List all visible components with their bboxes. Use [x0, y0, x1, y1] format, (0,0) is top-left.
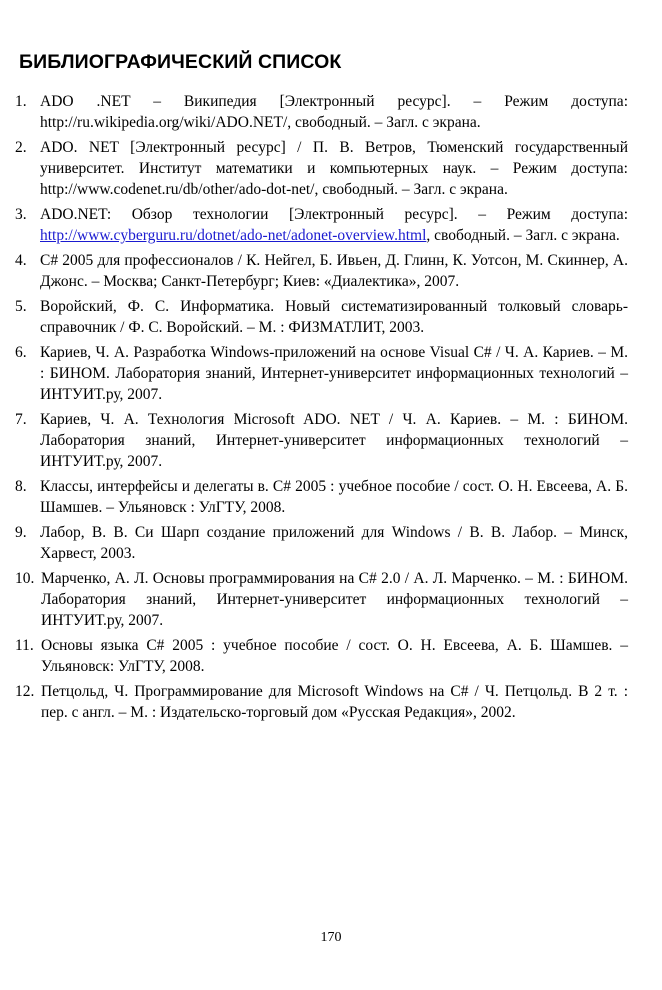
reference-text: Кариев, Ч. А. Технология Microsoft ADO. NET / Ч. А. Кариев. – М. : БИНОМ. Лаборатория знаний, Интернет-университет информационных технологий – ИНТУИТ.ру, 2007. — [40, 411, 628, 470]
page-number: 170 — [320, 930, 342, 945]
reference-link[interactable]: http://www.cyberguru.ru/dotnet/ado-net/adonet-overview.html — [40, 227, 427, 244]
reference-number: 3. — [15, 206, 27, 223]
reference-item-3 — [15, 204, 628, 246]
reference-text: Воройский, Ф. С. Информатика. Новый систематизированный толковый словарь-справочник / Ф. С. Воройский. – М. : ФИЗМАТЛИТ, 2003. — [40, 298, 628, 336]
reference-item-12 — [15, 681, 628, 723]
reference-number: 6. — [15, 344, 27, 361]
reference-item-5 — [15, 296, 628, 338]
reference-text: Лабор, В. В. Си Шарп создание приложений для Windows / В. В. Лабор. – Минск, Харвест, 2003. — [40, 524, 628, 562]
reference-item-8 — [15, 476, 628, 518]
reference-item-4 — [15, 250, 628, 292]
reference-item-1 — [15, 91, 628, 133]
reference-item-11 — [15, 635, 628, 677]
reference-number: 7. — [15, 411, 27, 428]
reference-number: 12. — [15, 683, 35, 700]
bibliography-list — [15, 91, 628, 727]
reference-number: 1. — [15, 93, 27, 110]
reference-number: 9. — [15, 524, 27, 541]
reference-text: C# 2005 для профессионалов / К. Нейгел, Б. Ивьен, Д. Глинн, К. Уотсон, М. Скиннер, А. Джонс. – Москва; Санкт-Петербург; Киев: «Диалектика», 2007. — [40, 252, 628, 290]
reference-item-7 — [15, 409, 628, 472]
reference-text: Петцольд, Ч. Программирование для Microsoft Windows на C# / Ч. Петцольд. В 2 т. : пер. с англ. – М. : Издательско-торговый дом «Русская Редакция», 2002. — [41, 683, 628, 721]
reference-text: ADO .NET – Википедия [Электронный ресурс]. – Режим доступа: http://ru.wikipedia.org/wiki/ADO.NET/, свободный. – Загл. с экрана. — [40, 93, 628, 131]
reference-item-9 — [15, 522, 628, 564]
reference-text-after-link: , свободный. – Загл. с экрана. — [426, 227, 620, 244]
reference-text: Классы, интерфейсы и делегаты в. C# 2005 : учебное пособие / сост. О. Н. Евсеева, А. Б. Шамшев. – Ульяновск : УлГТУ, 2008. — [40, 478, 628, 516]
reference-text: ADO. NET [Электронный ресурс] / П. В. Ветров, Тюменский государственный университет. Институт математики и компьютерных наук. – Режим доступа: http://www.codenet.ru/db/other/ado-dot-net/, свободный. – Загл. с экрана. — [40, 139, 628, 198]
reference-number: 8. — [15, 478, 27, 495]
reference-number: 11. — [15, 637, 34, 654]
reference-text: Основы языка C# 2005 : учебное пособие / сост. О. Н. Евсеева, А. Б. Шамшев. – Ульяновск: УлГТУ, 2008. — [41, 637, 628, 675]
reference-text: Марченко, А. Л. Основы программирования на C# 2.0 / А. Л. Марченко. – М. : БИНОМ. Лаборатория знаний, Интернет-университет информационных технологий – ИНТУИТ.ру, 2007. — [41, 570, 628, 629]
reference-item-10 — [15, 568, 628, 631]
reference-item-6 — [15, 342, 628, 405]
reference-text-before-link: ADO.NET: Обзор технологии [Электронный ресурс]. – Режим доступа: — [40, 206, 628, 223]
reference-text: Кариев, Ч. А. Разработка Windows-приложений на основе Visual C# / Ч. А. Кариев. – М. : БИНОМ. Лаборатория знаний, Интернет-университет информационных технологий – ИНТУИТ.ру, 2007. — [40, 344, 628, 403]
page-title: БИБЛИОГРАФИЧЕСКИЙ СПИСОК — [19, 51, 342, 73]
reference-number: 2. — [15, 139, 27, 156]
reference-item-2 — [15, 137, 628, 200]
reference-number: 5. — [15, 298, 27, 315]
reference-number: 4. — [15, 252, 27, 269]
reference-number: 10. — [15, 570, 35, 587]
